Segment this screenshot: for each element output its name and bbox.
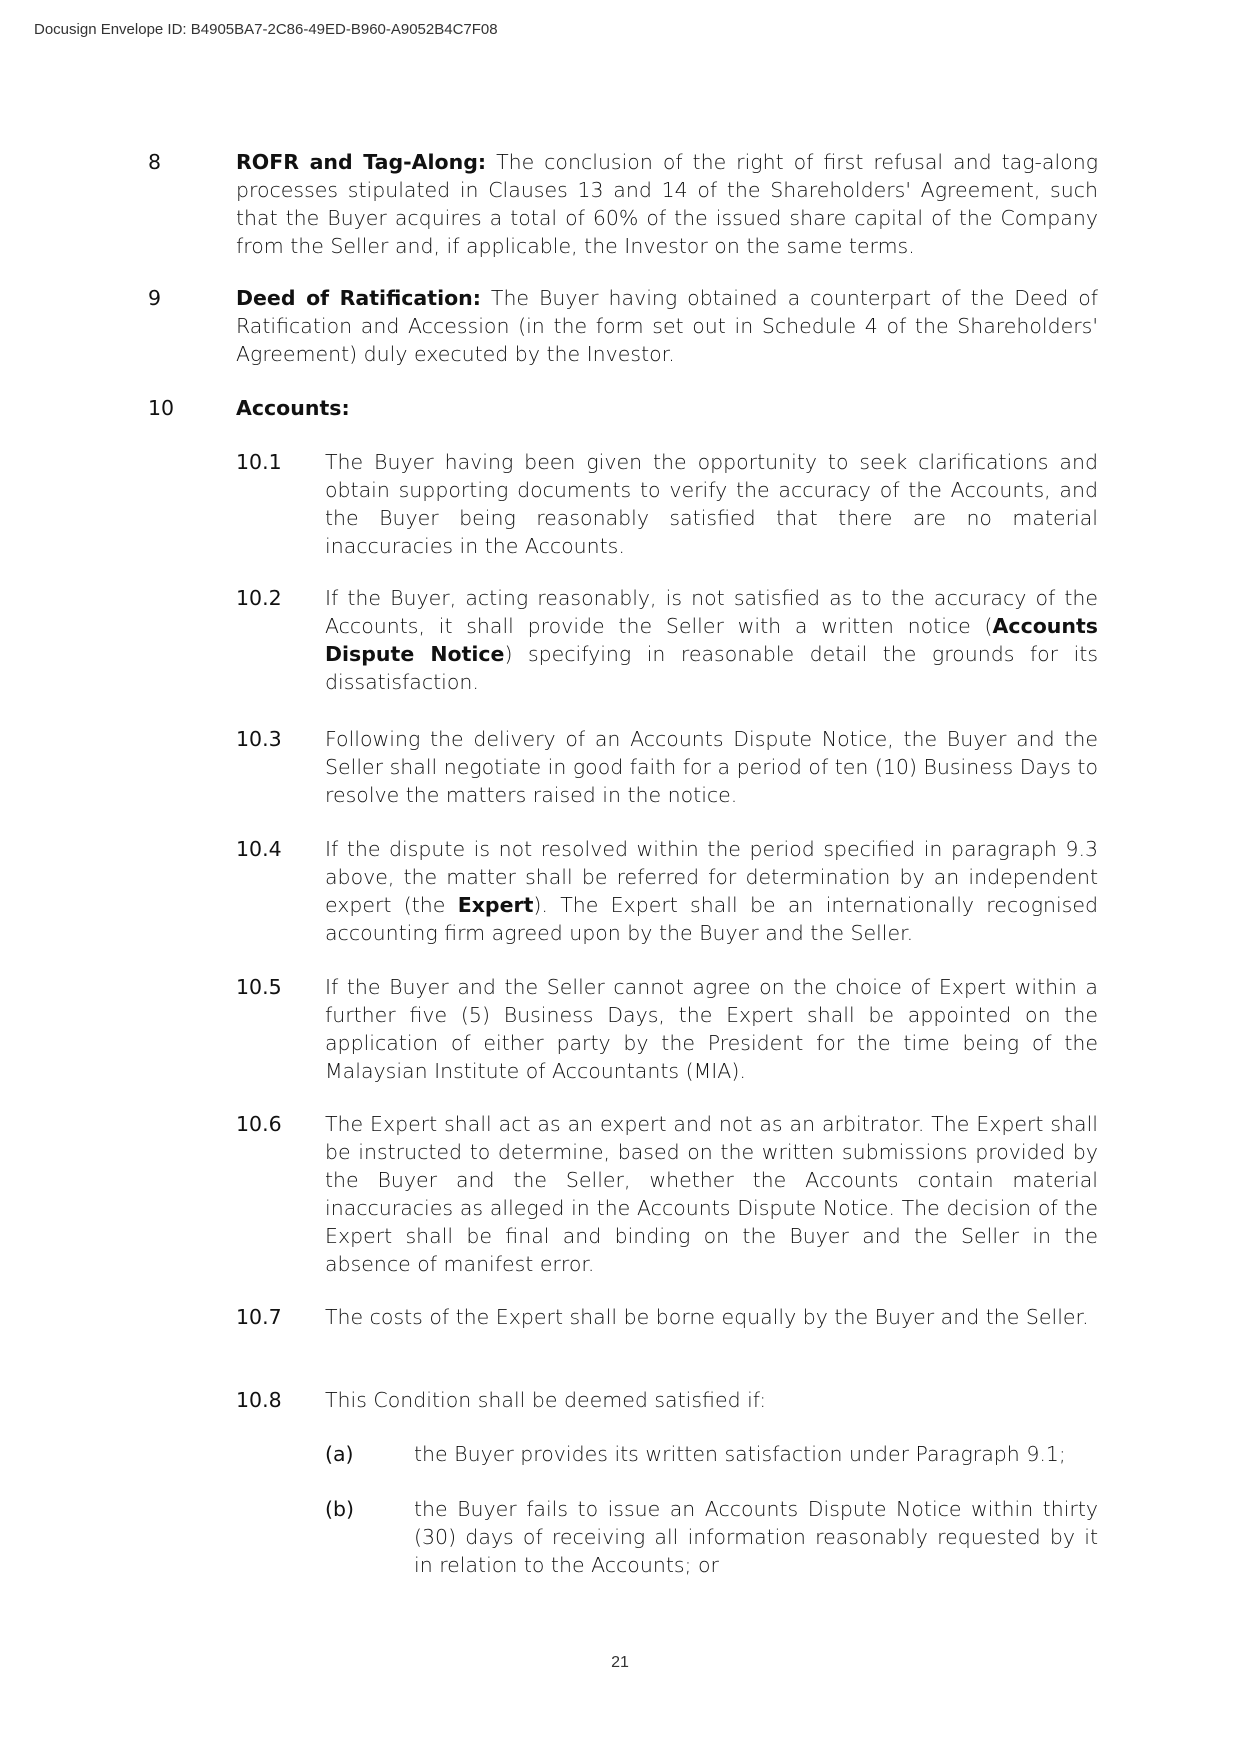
clause-number-10-4: 10.4	[236, 837, 282, 861]
clause-number-10-7: 10.7	[236, 1305, 282, 1329]
clause-10-7-text: The costs of the Expert shall be borne equally by the Buyer and the Seller.	[325, 1305, 1089, 1329]
clause-number-10-8-a: (a)	[325, 1442, 354, 1466]
clause-number-9: 9	[148, 286, 162, 310]
clause-10-2	[325, 584, 1098, 696]
clause-number-10-6: 10.6	[236, 1112, 282, 1136]
docusign-envelope-id: Docusign Envelope ID: B4905BA7-2C86-49ED-B960-A9052B4C7F08	[34, 21, 498, 38]
clause-9-text: The Buyer having obtained a counterpart of the Deed of Ratification and Accession (in the form set out in Schedule 4 of the Shareholders' Agreement) duly executed by the Investor.	[236, 286, 1098, 366]
clause-number-10-2: 10.2	[236, 586, 282, 610]
clause-10-2-text-after: ) specifying in reasonable detail the grounds for its dissatisfaction.	[325, 642, 1098, 694]
clause-number-10: 10	[148, 396, 175, 420]
clause-10-8-b-text: the Buyer fails to issue an Accounts Dispute Notice within thirty (30) days of receiving all information reasonably requested by it in relation to the Accounts; or	[414, 1497, 1098, 1577]
clause-10-heading	[236, 394, 1098, 422]
clause-10-8-text: This Condition shall be deemed satisfied if:	[325, 1388, 767, 1412]
clause-10-4-text-after: ). The Expert shall be an internationally recognised accounting firm agreed upon by the Buyer and the Seller.	[325, 893, 1098, 945]
clause-10-1-text: The Buyer having been given the opportunity to seek clarifications and obtain supporting documents to verify the accuracy of the Accounts, and the Buyer being reasonably satisfied that there are no material inaccuracies in the Accounts.	[325, 450, 1098, 558]
clause-8	[236, 148, 1098, 260]
clause-number-10-8: 10.8	[236, 1388, 282, 1412]
clause-10-2-defined-term: Accounts Dispute Notice	[325, 614, 1098, 666]
clause-9-heading: Deed of Ratification:	[236, 286, 481, 310]
clause-10-2-text-before: If the Buyer, acting reasonably, is not satisfied as to the accuracy of the Accounts, it shall provide the Seller with a written notice (	[325, 586, 1098, 638]
clause-9	[236, 284, 1098, 368]
clause-number-10-5: 10.5	[236, 975, 282, 999]
clause-10-heading-text: Accounts:	[236, 396, 350, 420]
clause-8-heading: ROFR and Tag-Along:	[236, 150, 487, 174]
page-number: 21	[611, 1654, 629, 1671]
clause-8-text: The conclusion of the right of first refusal and tag-along processes stipulated in Clauses 13 and 14 of the Shareholders' Agreement, such that the Buyer acquires a total of 60% of the issued share capital of the Company from the Seller and, if applicable, the Investor on the same terms.	[236, 150, 1098, 258]
clause-10-4-text-before: If the dispute is not resolved within the period specified in paragraph 9.3 above, the matter shall be referred for determination by an independent expert (the	[325, 837, 1098, 917]
clause-10-8-a-text: the Buyer provides its written satisfaction under Paragraph 9.1;	[414, 1442, 1066, 1466]
clause-number-10-1: 10.1	[236, 450, 282, 474]
clause-number-8: 8	[148, 150, 162, 174]
clause-10-5-text: If the Buyer and the Seller cannot agree on the choice of Expert within a further five (5) Business Days, the Expert shall be appointed on the application of either party by the President for the time being of the Malaysian Institute of Accountants (MIA).	[325, 975, 1098, 1083]
clause-10-6-text: The Expert shall act as an expert and not as an arbitrator. The Expert shall be instructed to determine, based on the written submissions provided by the Buyer and the Seller, whether the Accounts contain material inaccuracies as alleged in the Accounts Dispute Notice. The decision of the Expert shall be final and binding on the Buyer and the Seller in the absence of manifest error.	[325, 1112, 1098, 1276]
clause-10-4-defined-term: Expert	[457, 893, 534, 917]
clause-10-3-text: Following the delivery of an Accounts Dispute Notice, the Buyer and the Seller shall negotiate in good faith for a period of ten (10) Business Days to resolve the matters raised in the notice.	[325, 727, 1098, 807]
clause-10-4	[325, 835, 1098, 947]
clause-number-10-8-b: (b)	[325, 1497, 355, 1521]
clause-number-10-3: 10.3	[236, 727, 282, 751]
